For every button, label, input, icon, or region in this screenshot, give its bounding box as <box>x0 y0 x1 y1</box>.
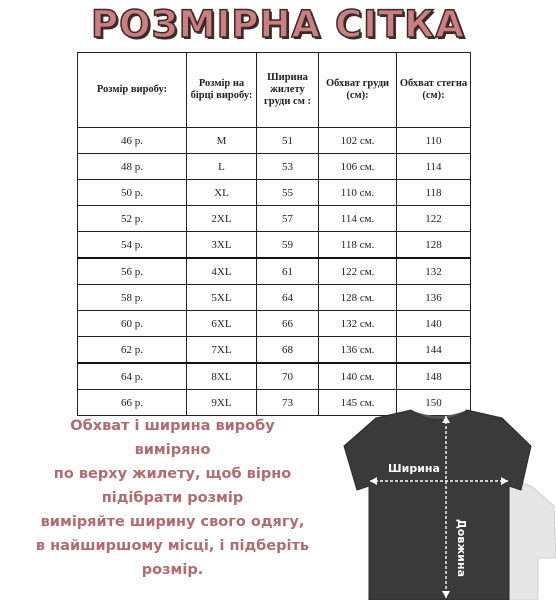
cell-tag-size: M <box>187 128 257 154</box>
cell-tag-size: L <box>187 154 257 180</box>
tshirt-diagram <box>326 408 556 600</box>
header-tag-size: Розмір на бірці виробу: <box>187 53 257 128</box>
cell-product-size: 52 р. <box>78 206 187 232</box>
cell-chest-girth: 102 см. <box>319 128 397 154</box>
table-row <box>78 285 471 311</box>
note-line: розмір. <box>141 562 204 578</box>
note-line: в найширшому місці, і підберіть <box>35 538 310 554</box>
cell-tag-size: 5XL <box>187 285 257 311</box>
cell-hip-girth: 148 <box>397 363 471 390</box>
table-header-row <box>78 53 471 128</box>
cell-product-size: 60 р. <box>78 311 187 337</box>
table-row <box>78 232 471 259</box>
note-line: Обхват і ширина виробу <box>70 418 275 434</box>
note-line: виміряно <box>134 442 211 458</box>
table-row <box>78 128 471 154</box>
cell-product-size: 50 р. <box>78 180 187 206</box>
header-chest-girth: Обхват груди (см): <box>319 53 397 128</box>
cell-tag-size: XL <box>187 180 257 206</box>
cell-product-size: 64 р. <box>78 363 187 390</box>
table-row <box>78 363 471 390</box>
note-line: виміряйте ширину свого одягу, <box>40 514 305 530</box>
cell-vest-width: 70 <box>257 363 319 390</box>
cell-hip-girth: 144 <box>397 337 471 364</box>
cell-vest-width: 68 <box>257 337 319 364</box>
cell-chest-girth: 118 см. <box>319 232 397 259</box>
cell-chest-girth: 136 см. <box>319 337 397 364</box>
cell-chest-girth: 145 см. <box>319 390 397 416</box>
header-product-size: Розмір виробу: <box>78 53 187 128</box>
cell-hip-girth: 128 <box>397 232 471 259</box>
cell-product-size: 48 р. <box>78 154 187 180</box>
cell-tag-size: 6XL <box>187 311 257 337</box>
cell-vest-width: 61 <box>257 258 319 285</box>
cell-chest-girth: 122 см. <box>319 258 397 285</box>
cell-vest-width: 64 <box>257 285 319 311</box>
table-row <box>78 206 471 232</box>
cell-vest-width: 53 <box>257 154 319 180</box>
cell-product-size: 58 р. <box>78 285 187 311</box>
cell-tag-size: 8XL <box>187 363 257 390</box>
cell-hip-girth: 150 <box>397 390 471 416</box>
cell-tag-size: 3XL <box>187 232 257 259</box>
cell-product-size: 54 р. <box>78 232 187 259</box>
cell-hip-girth: 114 <box>397 154 471 180</box>
header-hip-girth: Обхват стегна (см): <box>397 53 471 128</box>
cell-chest-girth: 106 см. <box>319 154 397 180</box>
header-vest-width: Ширина жилету груди см : <box>257 53 319 128</box>
cell-hip-girth: 140 <box>397 311 471 337</box>
page-title: РОЗМІРНА СІТКА <box>90 3 466 46</box>
cell-tag-size: 2XL <box>187 206 257 232</box>
note-line: по верху жилету, щоб вірно <box>53 466 292 482</box>
cell-vest-width: 66 <box>257 311 319 337</box>
table-row <box>78 258 471 285</box>
cell-chest-girth: 128 см. <box>319 285 397 311</box>
cell-product-size: 66 р. <box>78 390 187 416</box>
cell-hip-girth: 136 <box>397 285 471 311</box>
tshirt-front-icon <box>344 410 531 600</box>
table-row <box>78 180 471 206</box>
cell-chest-girth: 110 см. <box>319 180 397 206</box>
cell-vest-width: 73 <box>257 390 319 416</box>
width-label: Ширина <box>388 462 440 475</box>
table-row <box>78 337 471 364</box>
cell-vest-width: 55 <box>257 180 319 206</box>
cell-product-size: 56 р. <box>78 258 187 285</box>
cell-hip-girth: 122 <box>397 206 471 232</box>
cell-hip-girth: 110 <box>397 128 471 154</box>
cell-vest-width: 57 <box>257 206 319 232</box>
cell-tag-size: 4XL <box>187 258 257 285</box>
cell-vest-width: 59 <box>257 232 319 259</box>
cell-product-size: 46 р. <box>78 128 187 154</box>
cell-hip-girth: 132 <box>397 258 471 285</box>
cell-tag-size: 9XL <box>187 390 257 416</box>
size-table <box>77 52 471 416</box>
measurement-note <box>0 414 345 582</box>
note-line: підібрати розмір <box>101 490 244 506</box>
cell-hip-girth: 118 <box>397 180 471 206</box>
cell-chest-girth: 132 см. <box>319 311 397 337</box>
length-label: Довжина <box>455 519 468 577</box>
table-row <box>78 154 471 180</box>
size-table-body <box>78 128 471 416</box>
cell-chest-girth: 114 см. <box>319 206 397 232</box>
cell-product-size: 62 р. <box>78 337 187 364</box>
cell-tag-size: 7XL <box>187 337 257 364</box>
cell-vest-width: 51 <box>257 128 319 154</box>
cell-chest-girth: 140 см. <box>319 363 397 390</box>
table-row <box>78 311 471 337</box>
